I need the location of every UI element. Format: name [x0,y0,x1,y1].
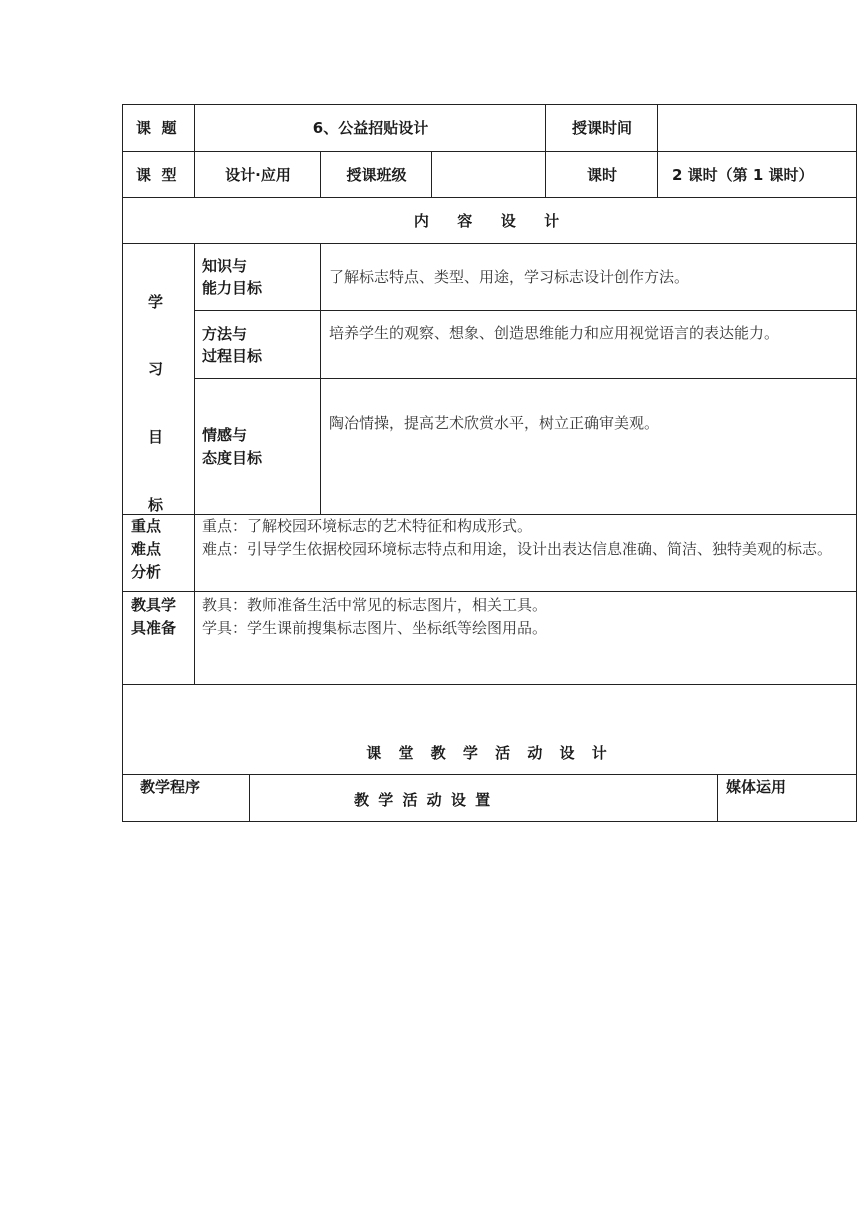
objective-label: 方法与 [202,325,248,343]
topic-value: 6、公益招贴设计 [312,119,429,137]
objective-text-cell [321,379,857,515]
materials-label: 教具学 [131,596,177,614]
topic-label: 课 题 [136,119,177,137]
time-label: 授课时间 [571,119,632,137]
materials-line: 学具：学生课前搜集标志图片、坐标纸等绘图用品。 [202,619,548,637]
activity-title: 课 堂 教 学 活 动 设 计 [366,744,613,762]
objectives-side-char-1: 学 [148,293,164,311]
objective-label: 能力目标 [202,279,263,297]
class-label: 授课班级 [346,166,407,184]
materials-label: 具准备 [131,619,177,637]
key-points-line: 重点：了解校园环境标志的艺术特征和构成形式。 [202,517,533,535]
objective-label: 态度目标 [202,449,263,467]
content-design-title: 内 容 设 计 [413,212,566,230]
type-value: 设计·应用 [225,166,291,184]
objective-label: 情感与 [202,426,248,444]
key-points-label: 难点 [131,540,162,558]
objective-label: 过程目标 [202,347,263,365]
key-points-label: 重点 [131,517,162,535]
key-points-line: 难点：引导学生依据校园环境标志特点和用途，设计出表达信息准确、简洁、独特美观的标志。 [202,540,833,558]
time-value-cell [658,104,857,152]
objective-label: 知识与 [202,257,248,275]
objective-text: 陶冶情操，提高艺术欣赏水平，树立正确审美观。 [329,414,660,432]
class-value-cell [432,152,546,198]
hours-value: 2 课时（第 1 课时） [672,166,814,184]
objectives-side-char-3: 目 [148,428,164,446]
objectives-side-char-4: 标 [148,496,164,514]
objective-text: 培养学生的观察、想象、创造思维能力和应用视觉语言的表达能力。 [329,324,780,342]
media-label: 媒体运用 [726,778,787,796]
procedure-label: 教学程序 [140,778,201,796]
objectives-side-char-2: 习 [148,360,164,378]
materials-line: 教具：教师准备生活中常见的标志图片，相关工具。 [202,596,548,614]
hours-label: 课时 [586,166,617,184]
activity-setup-label: 教 学 活 动 设 置 [354,791,493,809]
objective-text: 了解标志特点、类型、用途，学习标志设计创作方法。 [329,268,690,286]
type-label: 课 型 [136,166,177,184]
key-points-label: 分析 [131,563,162,581]
